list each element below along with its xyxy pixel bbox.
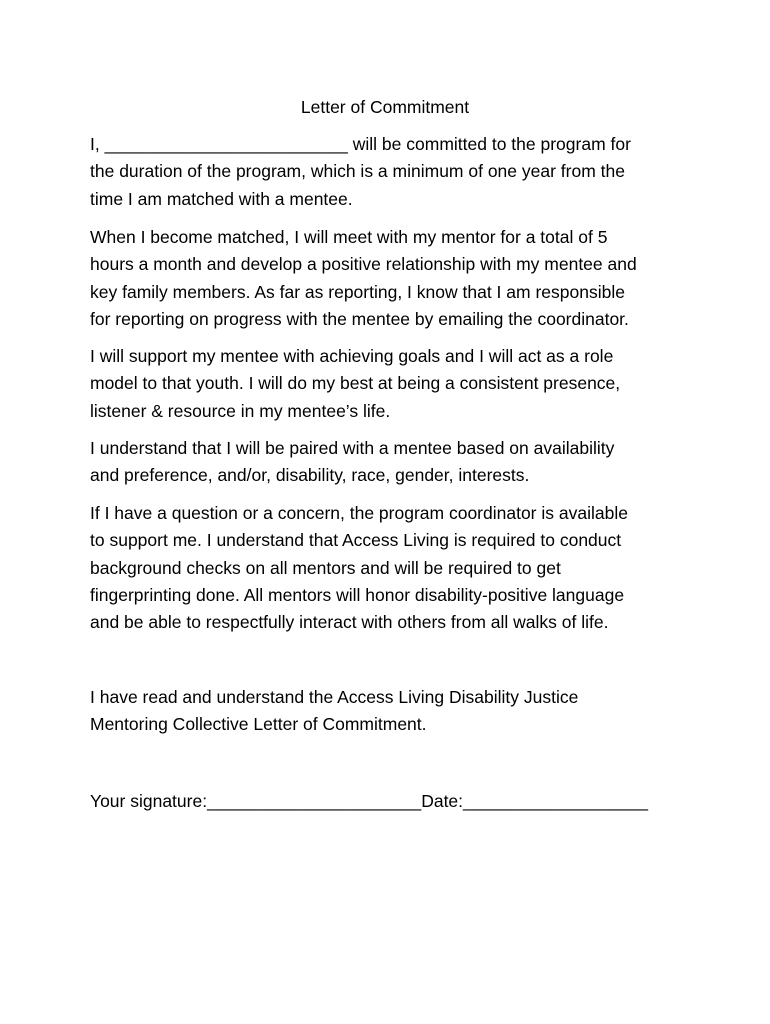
paragraph-line: I understand that I will be paired with a mentee based on availability bbox=[90, 438, 615, 458]
paragraph-line: to support me. I understand that Access Living is required to conduct bbox=[90, 530, 622, 551]
paragraph-line: listener & resource in my mentee’s life. bbox=[90, 400, 391, 421]
signature-field[interactable]: Your signature:______________________ bbox=[90, 791, 422, 811]
paragraph-commitment-name bbox=[90, 131, 690, 213]
paragraph-line: hours a month and develop a positive relationship with my mentee and bbox=[90, 254, 637, 275]
paragraph-line: Mentoring Collective Letter of Commitment. bbox=[90, 714, 427, 735]
paragraph-line: model to that youth. I will do my best at being a consistent presence, bbox=[90, 373, 621, 394]
paragraph-line: When I become matched, I will meet with my mentor for a total of 5 bbox=[90, 227, 608, 247]
page-title: Letter of Commitment bbox=[300, 97, 470, 117]
paragraph-line: for reporting on progress with the mentee by emailing the coordinator. bbox=[90, 308, 629, 329]
paragraph-line: I will support my mentee with achieving goals and I will act as a role bbox=[90, 346, 614, 366]
paragraph-pairing bbox=[90, 435, 690, 490]
date-field[interactable]: Date:___________________ bbox=[421, 791, 648, 811]
paragraph-line: fingerprinting done. All mentors will honor disability-positive language bbox=[90, 584, 625, 605]
paragraph-line: I, _________________________ will be committed to the program for bbox=[90, 134, 631, 154]
paragraph-line: If I have a question or a concern, the program coordinator is available bbox=[90, 503, 628, 523]
paragraph-line: and preference, and/or, disability, race, gender, interests. bbox=[90, 465, 530, 486]
signature-row bbox=[90, 788, 648, 815]
paragraph-line: background checks on all mentors and will be required to get bbox=[90, 557, 561, 578]
paragraph-acknowledgement bbox=[90, 684, 690, 739]
paragraph-line: and be able to respectfully interact with others from all walks of life. bbox=[90, 612, 609, 633]
paragraph-coordinator-background bbox=[90, 500, 690, 636]
paragraph-line: I have read and understand the Access Living Disability Justice bbox=[90, 687, 579, 707]
paragraph-line: the duration of the program, which is a minimum of one year from the bbox=[90, 161, 625, 182]
paragraph-line: time I am matched with a mentee. bbox=[90, 188, 353, 209]
paragraph-line: key family members. As far as reporting, I know that I am responsible bbox=[90, 281, 625, 302]
paragraph-support-mentee bbox=[90, 343, 690, 425]
paragraph-meeting-reporting bbox=[90, 224, 690, 333]
